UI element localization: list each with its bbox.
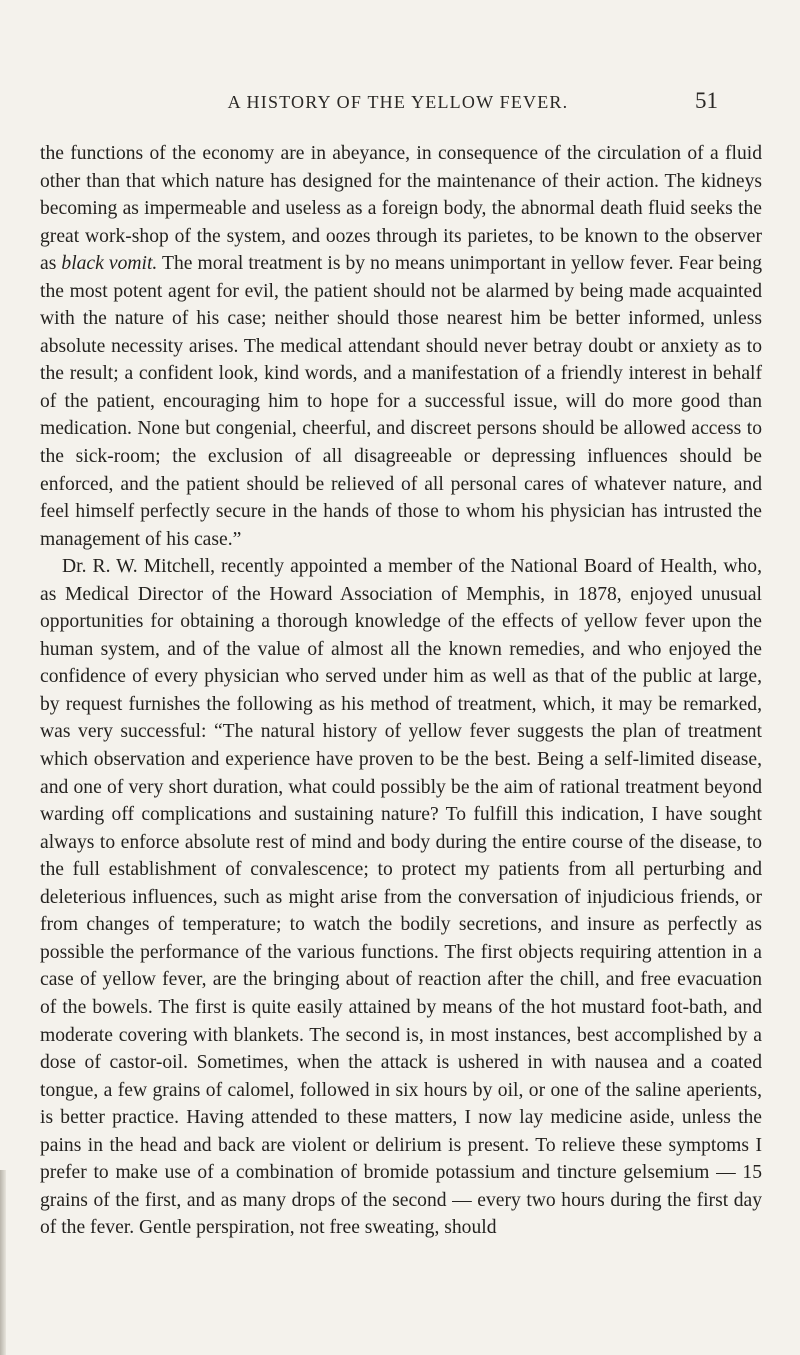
page-number: 51 [695, 88, 718, 113]
page-header [78, 88, 718, 118]
body-text [40, 140, 762, 1242]
paragraph-1 [40, 140, 762, 553]
paragraph-1-text-b: The moral treatment is by no means unimportant in yellow fever. Fear being the most potent agent for evil, the patient should not be alarmed by being made acquainted with the nature of his case; neither should those nearest him be better informed, unless absolute necessity arises. The medical attendant should never betray doubt or anxiety as to the result; a confident look, kind words, and a manifestation of a friendly interest in behalf of the patient, encouraging him to hope for a successful issue, will do more good than medication. None but congenial, cheerful, and discreet persons should be allowed access to the sick-room; the exclusion of all disagreeable or depressing influences should be enforced, and the patient should be relieved of all personal cares of whatever nature, and feel himself perfectly secure in the hands of those to whom his physician has intrusted the management of his case.” [40, 253, 762, 550]
paragraph-2: Dr. R. W. Mitchell, recently appointed a member of the National Board of Health, who, as Medical Director of the Howard Association of Memphis, in 1878, enjoyed unusual opportunities for obtaining a thorough knowledge of the effects of yellow fever upon the human system, and of the value of almost all the known remedies, and who enjoyed the confidence of every physician who served under him as well as that of the public at large, by request furnishes the following as his method of treatment, which, it may be remarked, was very successful: “The natural history of yellow fever suggests the plan of treatment which observation and experience have proven to be the best. Being a self-limited disease, and one of very short duration, what could possibly be the aim of rational treatment beyond warding off complications and sustaining nature? To fulfill this indication, I have sought always to enforce absolute rest of mind and body during the entire course of the disease, to the full establishment of convalescence; to protect my patients from all perturbing and deleterious influences, such as might arise from the conversation of injudicious friends, or from changes of temperature; to watch the bodily secretions, and insure as perfectly as possible the performance of the various functions. The first objects requiring attention in a case of yellow fever, are the bringing about of reaction after the chill, and free evacuation of the bowels. The first is quite easily attained by means of the hot mustard foot-bath, and moderate covering with blankets. The second is, in most instances, best accomplished by a dose of castor-oil. Sometimes, when the attack is ushered in with nausea and a coated tongue, a few grains of calomel, followed in six hours by oil, or one of the saline aperients, is better practice. Having attended to these matters, I now lay medicine aside, unless the pains in the head and back are violent or delirium is present. To relieve these symptoms I prefer to make use of a combination of bromide potassium and tincture gelsemium — 15 grains of the first, and as many drops of the second — every two hours during the first day of the fever. Gentle perspiration, not free sweating, should [40, 556, 762, 1239]
binding-edge-shadow [0, 1170, 6, 1355]
paragraph-1-text-a: the functions of the economy are in abeyance, in consequence of the circulation of a fluid other than that which nature has designed for the maintenance of their action. The kidneys becoming as impermeable and useless as a foreign body, the abnormal death fluid seeks the great work-shop of the system, and oozes through its parietes, to be known to the observer as [40, 143, 762, 275]
running-head: A HISTORY OF THE YELLOW FEVER. [227, 92, 569, 112]
black-vomit-term: black vomit. [61, 253, 158, 275]
